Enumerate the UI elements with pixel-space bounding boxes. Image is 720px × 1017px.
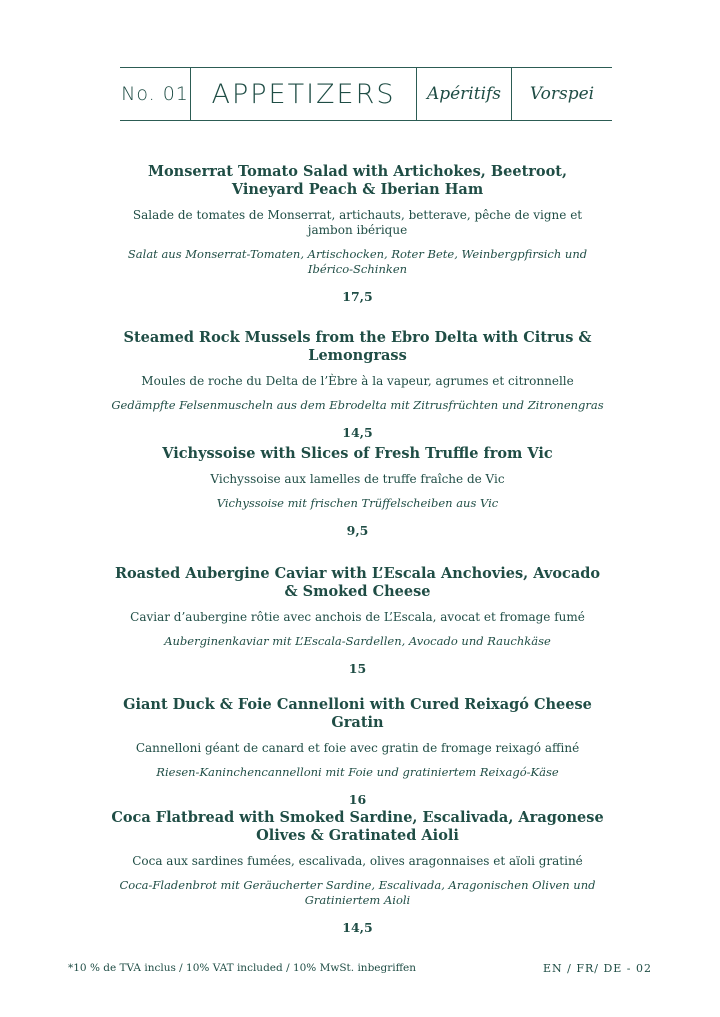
- dish-price: 9,5: [346, 523, 369, 538]
- dish-name: Vichyssoise with Slices of Fresh Truffle from Vic: [162, 445, 553, 462]
- tax-note: *10 % de TVA inclus / 10% VAT included / 10% MwSt. inbegriffen: [68, 962, 417, 974]
- menu-item: [110, 565, 605, 676]
- dish-description-french: Moules de roche du Delta de l’Èbre à la vapeur, agrumes et citronnelle: [141, 374, 574, 388]
- section-title-french: Apéritifs: [416, 68, 511, 120]
- dish-name: Steamed Rock Mussels from the Ebro Delta with Citrus & Lemongrass: [123, 329, 592, 364]
- dish-description-german: Riesen-Kaninchencannelloni mit Foie und gratiniertem Reixagó-Käse: [156, 765, 559, 779]
- dish-description-german: Gedämpfte Felsenmuscheln aus dem Ebrodelta mit Zitrusfrüchten und Zitronengras: [111, 398, 604, 412]
- dish-price: 14,5: [342, 920, 373, 935]
- dish-name: Roasted Aubergine Caviar with L’Escala Anchovies, Avocado & Smoked Cheese: [114, 565, 601, 600]
- dish-description-german: Coca-Fladenbrot mit Geräucherter Sardine, Escalivada, Aragonischen Oliven und Gratiniertem Aioli: [119, 878, 596, 907]
- section-title-german: Vorspei: [511, 68, 612, 120]
- page-reference: EN / FR/ DE - 02: [542, 962, 652, 975]
- section-number: No. 01: [121, 83, 189, 105]
- menu-item: [110, 696, 605, 807]
- menu-item: [110, 329, 605, 440]
- dish-description-german: Auberginenkaviar mit L’Escala-Sardellen, Avocado und Rauchkäse: [164, 634, 551, 648]
- dish-price: 17,5: [342, 289, 373, 304]
- dish-description-french: Salade de tomates de Monserrat, artichauts, betterave, pêche de vigne et jambon ibérique: [132, 208, 583, 237]
- menu-item: [110, 809, 605, 935]
- dish-description-french: Vichyssoise aux lamelles de truffe fraîche de Vic: [210, 472, 505, 486]
- menu-item: [110, 163, 605, 304]
- menu-section-header: [120, 67, 612, 121]
- dish-price: 16: [348, 792, 367, 807]
- section-title: APPETIZERS: [190, 68, 416, 120]
- dish-description-french: Cannelloni géant de canard et foie avec gratin de fromage reixagó affiné: [135, 741, 580, 755]
- dish-name: Coca Flatbread with Smoked Sardine, Escalivada, Aragonese Olives & Gratinated Aioli: [111, 809, 604, 844]
- dish-description-french: Caviar d’aubergine rôtie avec anchois de L’Escala, avocat et fromage fumé: [130, 610, 585, 624]
- dish-name: Giant Duck & Foie Cannelloni with Cured Reixagó Cheese Gratin: [123, 696, 592, 731]
- dish-price: 14,5: [342, 425, 373, 440]
- dish-name: Monserrat Tomato Salad with Artichokes, Beetroot, Vineyard Peach & Iberian Ham: [147, 163, 568, 198]
- dish-description-german: Salat aus Monserrat-Tomaten, Artischocken, Roter Bete, Weinbergpfirsich und Ibérico-Schinken: [127, 247, 588, 276]
- dish-description-french: Coca aux sardines fumées, escalivada, olives aragonnaises et aïoli gratiné: [132, 854, 583, 868]
- dish-description-german: Vichyssoise mit frischen Trüffelscheiben aus Vic: [216, 496, 499, 510]
- menu-item: [110, 445, 605, 538]
- dish-price: 15: [348, 661, 367, 676]
